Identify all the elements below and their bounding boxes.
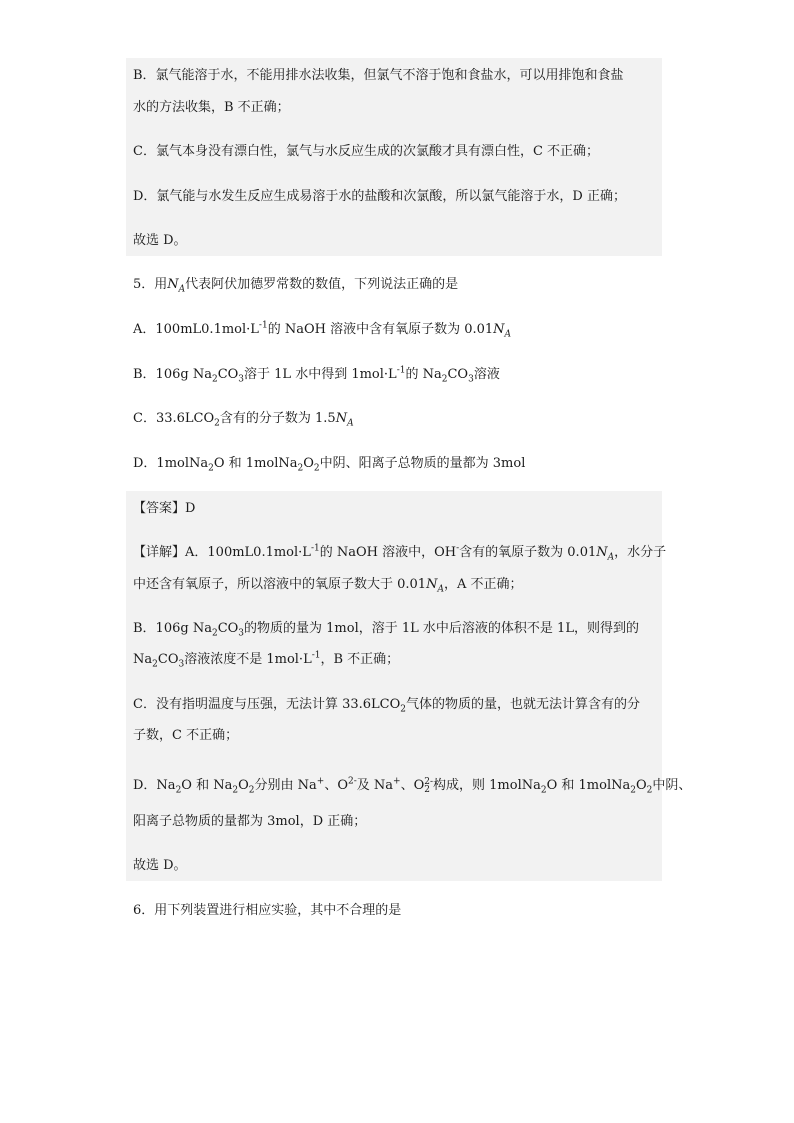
q5-option-b: B．106g $Na_2CO_3$溶于 1L 水中得到 $1mol\cdot L^{-1}$的 $Na_2CO_3$溶液	[133, 365, 500, 385]
detail-label: 【详解】	[133, 545, 186, 560]
answer-value: D	[185, 501, 196, 516]
detail-b-line1: B．106g $Na_2CO_3$的物质的量为 1mol，溶于 1L 水中后溶液的体积不是 1L，则得到的	[133, 621, 639, 639]
prev-option-b-line1: B．氯气能溶于水，不能用排水法收集，但氯气不溶于饱和食盐水，可以用排饱和食盐	[133, 68, 624, 83]
detail-d-line2: 阳离子总物质的量都为 3mol，D 正确；	[133, 814, 367, 829]
q5-option-d: D．1molNa$_2$O 和 $1molNa_2O_2$中阴、阳离子总物质的量都为 3mol	[133, 456, 526, 474]
prev-option-b-line2: 水的方法收集，B 不正确；	[133, 100, 290, 115]
q5-stem: 5．用$N_A$代表阿伏加德罗常数的数值，下列说法正确的是	[133, 277, 459, 295]
prev-option-d: D．氯气能与水发生反应生成易溶于水的盐酸和次氯酸，所以氯气能溶于水，D 正确；	[133, 189, 626, 204]
q5-option-c: C．$33.6LCO_2$含有的分子数为 $1.5N_A$	[133, 411, 354, 429]
answer-line	[133, 500, 195, 518]
detail-a-line2: 中还含有氧原子，所以溶液中的氧原子数大于 $0.01N_A$，A 不正确；	[133, 577, 523, 595]
detail-choose: 故选 D。	[133, 858, 187, 873]
prev-choose: 故选 D。	[133, 233, 187, 248]
detail-d-line1: D．$Na_2O$ 和 $Na_2O_2$分别由 Na+、$O^{2-}$及 Na+、O 2- 2 构成，则 1molNa$_2$O 和 $1molNa_2O_2$中阴、	[133, 776, 692, 796]
detail-c-line2: 子数，C 不正确；	[133, 728, 239, 743]
answer-label: 【答案】	[133, 501, 186, 516]
detail-b-line2: $Na_2CO_3$溶液浓度不是 $1mol\cdot L^{-1}$，B 不正确；	[133, 650, 400, 670]
q6-stem: 6．用下列装置进行相应实验，其中不合理的是	[133, 903, 402, 918]
detail-a-line1: 【详解】A．$100mL0.1mol\cdot L^{-1}$的 NaOH 溶液中，OH-含有的氧原子数为 $0.01N_A$，水分子	[133, 543, 667, 563]
prev-option-c: C．氯气本身没有漂白性，氯气与水反应生成的次氯酸才具有漂白性，C 不正确；	[133, 144, 600, 159]
q5-option-a: A．$100mL0.1mol\cdot L^{-1}$的 NaOH 溶液中含有氧原子数为 $0.01N_A$	[133, 320, 512, 340]
detail-c-line1: C．没有指明温度与压强，无法计算 $33.6LCO_2$气体的物质的量，也就无法计算含有的分	[133, 697, 641, 715]
